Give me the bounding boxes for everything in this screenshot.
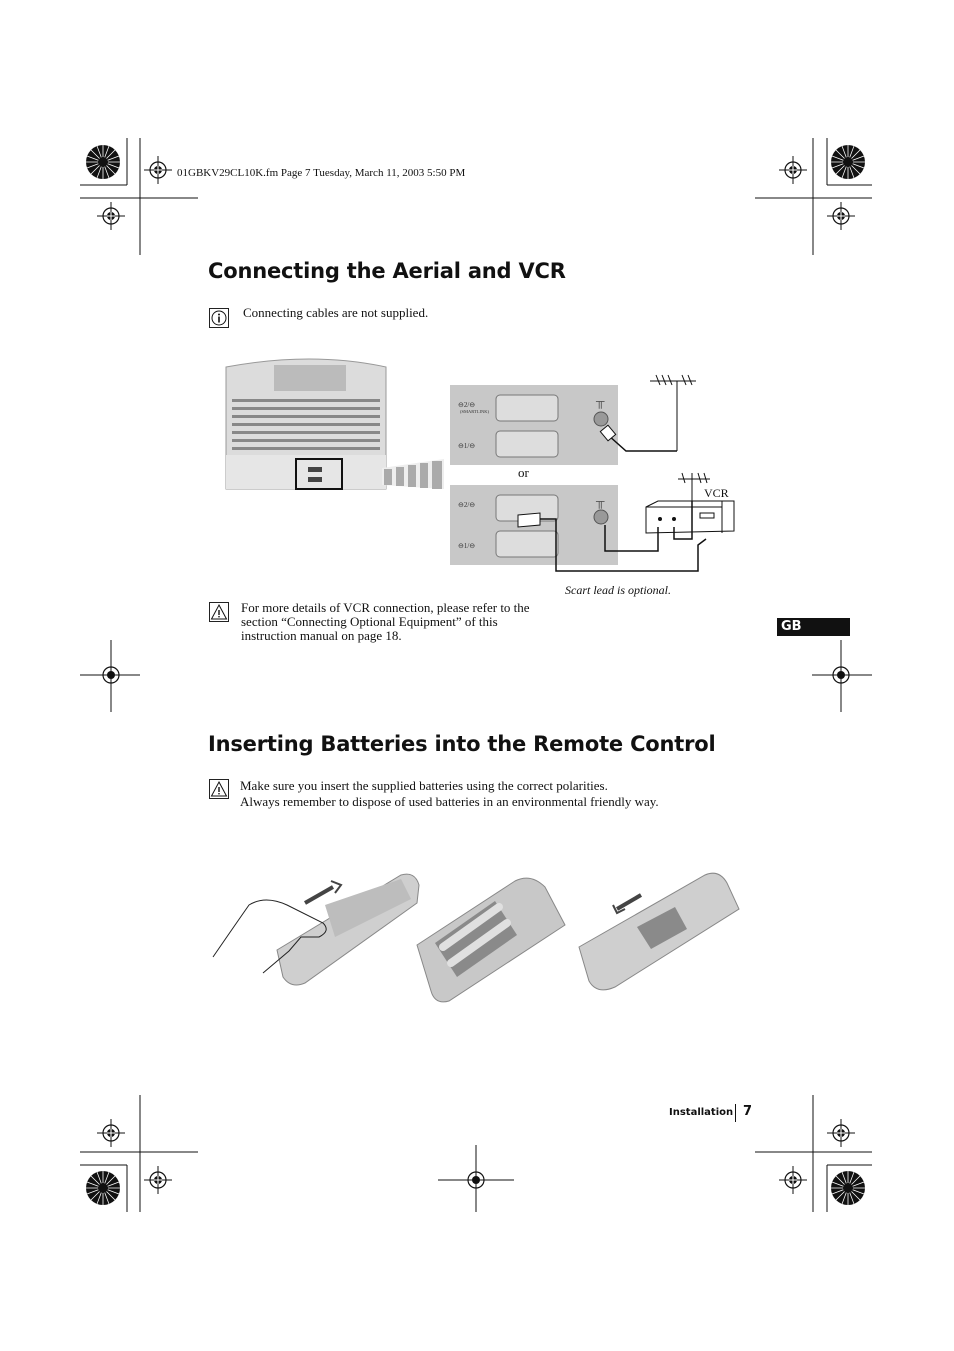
registration-mark-icon: [812, 640, 872, 712]
vcr-warning-line: section “Connecting Optional Equipment” of this: [241, 614, 498, 629]
remote-close-cover-illustration: [579, 873, 739, 990]
svg-text:╥: ╥: [596, 494, 605, 508]
section-title-batteries: Inserting Batteries into the Remote Control: [208, 732, 716, 756]
battery-warning-line: Make sure you insert the supplied batteries using the correct polarities.: [240, 778, 608, 793]
or-label: or: [518, 465, 529, 480]
registration-mark-icon: [80, 640, 140, 712]
aerial-vcr-connection-diagram: [222, 355, 762, 605]
registration-mark-icon: [438, 1145, 514, 1212]
vcr-warning-line: instruction manual on page 18.: [241, 628, 402, 643]
registration-mark-icon: [755, 138, 872, 255]
svg-text:⊖1/⊖: ⊖1/⊖: [458, 542, 476, 550]
section-title-aerial-vcr: Connecting the Aerial and VCR: [208, 259, 566, 283]
info-icon: [209, 308, 229, 328]
page-number: 7: [743, 1104, 753, 1119]
footer-section-name: Installation: [669, 1107, 734, 1118]
registration-mark-icon: [755, 1095, 872, 1212]
print-info-line: 01GBKV29CL10K.fm Page 7 Tuesday, March 11, 2003 5:50 PM: [177, 167, 466, 179]
svg-text:╥: ╥: [596, 394, 605, 408]
info-note-text: Connecting cables are not supplied.: [243, 305, 429, 320]
battery-warning-line: Always remember to dispose of used batteries in an environmental friendly way.: [240, 794, 659, 809]
svg-text:⊖2/⊖: ⊖2/⊖: [458, 501, 476, 509]
language-tab: GB: [777, 618, 850, 636]
remote-battery-illustrations: [205, 865, 750, 1005]
warning-icon: [209, 779, 229, 799]
remote-batteries-inserted-illustration: [417, 878, 565, 1002]
footer-divider: [735, 1104, 736, 1122]
diagram-caption: Scart lead is optional.: [565, 583, 671, 597]
warning-icon: [209, 602, 229, 622]
vcr-illustration: [646, 501, 734, 533]
tv-rear-illustration: [226, 359, 444, 489]
registration-mark-icon: [80, 1095, 198, 1212]
tv-connector-panel-lower: [450, 485, 618, 565]
registration-mark-icon: [80, 138, 198, 255]
scart-label-small: (SMARTLINK): [460, 409, 489, 414]
vcr-warning-text: [241, 601, 530, 643]
vcr-label: VCR: [704, 486, 729, 500]
battery-warning-text: [240, 778, 659, 810]
svg-text:⊖1/⊖: ⊖1/⊖: [458, 442, 476, 450]
tv-connector-panel-upper: [450, 385, 618, 465]
antenna-icon: [650, 375, 696, 451]
svg-text:⊖2/⊖: ⊖2/⊖: [458, 401, 476, 409]
remote-open-cover-illustration: [213, 874, 419, 985]
vcr-warning-line: For more details of VCR connection, please refer to the: [241, 600, 530, 615]
